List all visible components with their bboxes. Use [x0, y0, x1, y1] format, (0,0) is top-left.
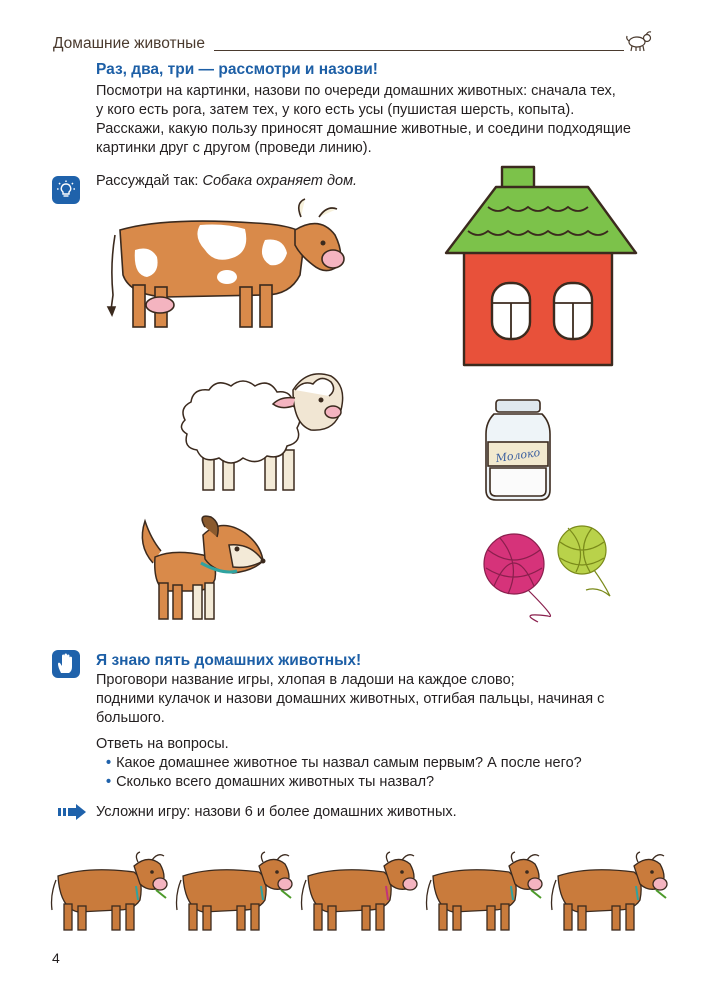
task1-line: Расскажи, какую пользу приносят домашние животные, и соедини подходящие — [96, 121, 631, 137]
small-cow-illustration — [548, 850, 668, 935]
cow-illustration — [105, 195, 350, 335]
task2-line: подними кулачок и назови домашних животных, отгибая пальцы, начиная с — [96, 691, 605, 707]
task1-title: Раз, два, три — рассмотри и назови! — [96, 61, 378, 78]
page-number: 4 — [52, 950, 60, 966]
task1-instructions — [96, 82, 656, 158]
task2-title: Я знаю пять домашних животных! — [96, 652, 362, 669]
hint-prefix: Рассуждай так: — [96, 173, 203, 189]
header-rule — [214, 50, 624, 51]
hint-text — [96, 172, 357, 191]
dog-illustration — [133, 515, 273, 625]
small-cow-illustration — [173, 850, 293, 935]
task1-line: Посмотри на картинки, назови по очереди домашних животных: сначала тех, — [96, 83, 616, 99]
section-title: Домашние животные — [53, 35, 205, 52]
milk-label: Молоко — [494, 445, 541, 466]
task1-line: картинки друг с другом (проведи линию). — [96, 140, 372, 156]
question-text: Какое домашнее животное ты назвал самым первым? А после него? — [116, 755, 582, 771]
yarn-balls-illustration — [478, 520, 628, 630]
questions-list — [106, 754, 582, 792]
hand-icon — [52, 650, 80, 678]
question-item: • Какое домашнее животное ты назвал самым первым? А после него? — [106, 755, 582, 771]
extra-task: Усложни игру: назови 6 и более домашних животных. — [96, 804, 457, 820]
lightbulb-icon — [52, 176, 80, 204]
small-cow-illustration — [423, 850, 543, 935]
goat-icon — [624, 30, 654, 52]
hint-example: Собака охраняет дом. — [202, 173, 358, 189]
house-illustration — [440, 165, 640, 370]
question-text: Сколько всего домашних животных ты назвал? — [116, 774, 435, 790]
small-cow-illustration — [298, 850, 418, 935]
footer-cows — [48, 850, 668, 935]
task1-line: у кого есть рога, затем тех, у кого есть усы (пушистая шерсть, копыта). — [96, 102, 575, 118]
milk-jar-illustration — [482, 398, 554, 503]
task2-line: Проговори название игры, хлопая в ладоши на каждое слово; — [96, 672, 515, 688]
arrow-right-icon — [58, 804, 88, 820]
task2-instructions — [96, 671, 656, 728]
small-cow-illustration — [48, 850, 168, 935]
question-item: • Сколько всего домашних животных ты назвал? — [106, 774, 435, 790]
task2-line: большого. — [96, 710, 165, 726]
questions-intro: Ответь на вопросы. — [96, 736, 229, 752]
sheep-illustration — [175, 360, 350, 500]
